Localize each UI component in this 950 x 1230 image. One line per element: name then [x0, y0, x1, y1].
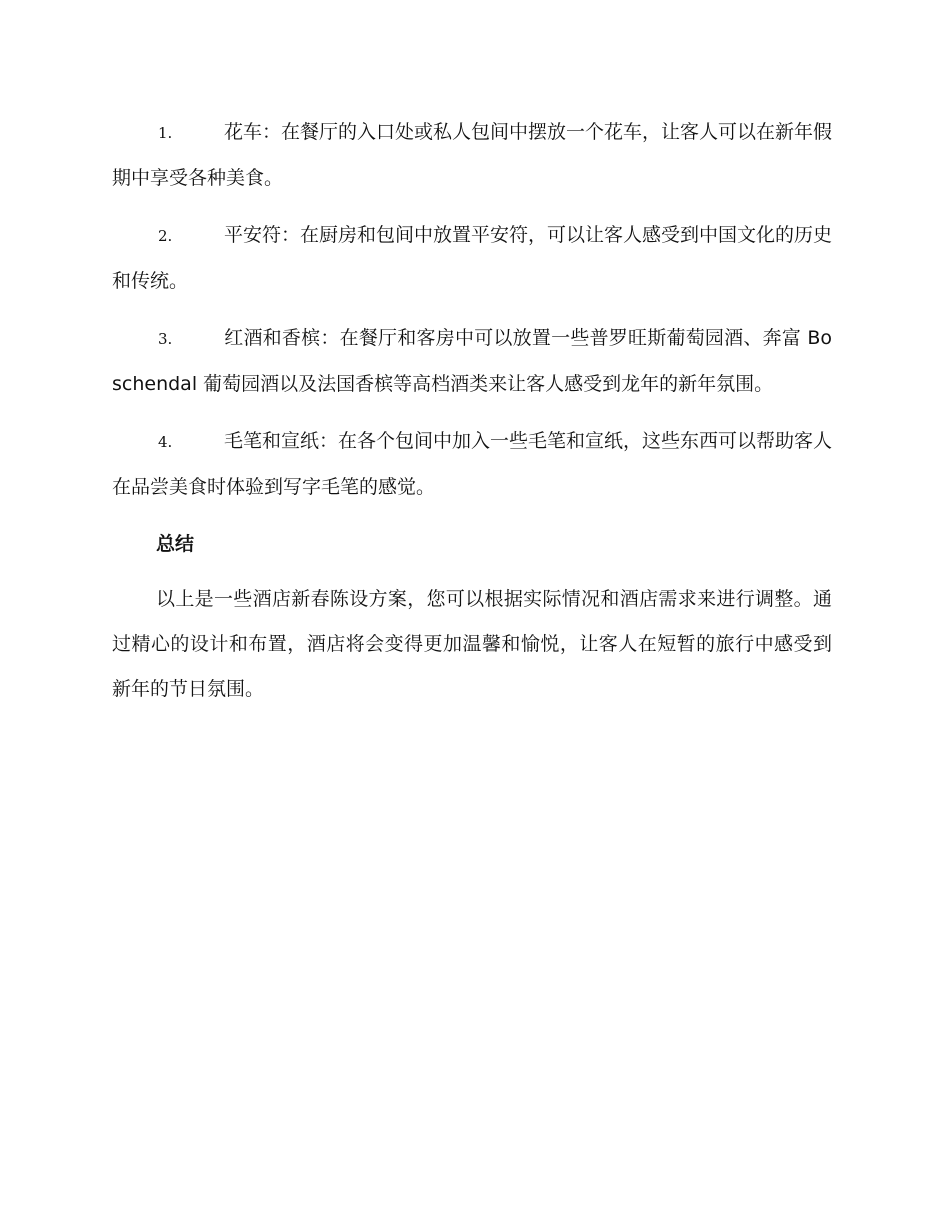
list-item-number: 3. [158, 330, 173, 348]
document-body [112, 110, 832, 712]
list-item-2 [112, 213, 832, 304]
list-item-text: 花车：在餐厅的入口处或私人包间中摆放一个花车，让客人可以在新年假期中享受各种美食。 [112, 121, 833, 189]
list-item-number: 4. [158, 433, 173, 451]
list-item-text: 平安符：在厨房和包间中放置平安符，可以让客人感受到中国文化的历史和传统。 [112, 224, 833, 292]
list-item-number: 1. [158, 124, 173, 142]
summary-heading: 总结 [156, 533, 195, 555]
list-item-4 [112, 419, 832, 510]
summary-paragraph: 以上是一些酒店新春陈设方案，您可以根据实际情况和酒店需求来进行调整。通过精心的设计和布置，酒店将会变得更加温馨和愉悦，让客人在短暂的旅行中感受到新年的节日氛围。 [112, 588, 832, 700]
list-item-3 [112, 316, 832, 407]
list-item-1 [112, 110, 832, 201]
list-item-text: 红酒和香槟：在餐厅和客房中可以放置一些普罗旺斯葡萄园酒、奔富 Boschendal 葡萄园酒以及法国香槟等高档酒类来让客人感受到龙年的新年氛围。 [112, 327, 832, 395]
list-item-number: 2. [158, 227, 173, 245]
list-item-text: 毛笔和宣纸：在各个包间中加入一些毛笔和宣纸，这些东西可以帮助客人在品尝美食时体验到写字毛笔的感觉。 [112, 430, 833, 498]
